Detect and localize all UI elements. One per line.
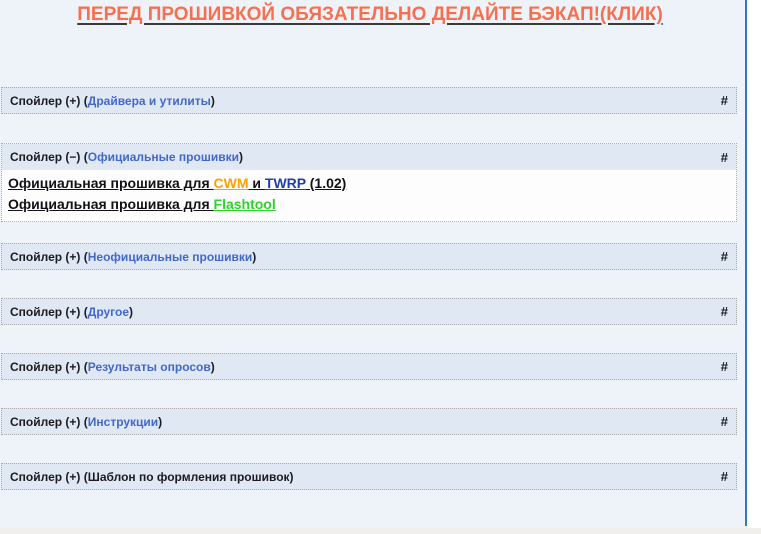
spoiler-link-poll-results[interactable]: Результаты опросов xyxy=(87,359,211,374)
spoiler-suffix: ) xyxy=(129,304,134,319)
spoiler-bar-other[interactable] xyxy=(1,298,737,325)
spoiler-prefix: Спойлер (+) ( xyxy=(10,304,88,319)
spoiler-prefix: Спойлер (+) ( xyxy=(10,414,88,429)
firmware-link-flashtool[interactable] xyxy=(8,194,730,215)
anchor-link[interactable]: # xyxy=(720,469,728,484)
spoiler-link-other[interactable]: Другое xyxy=(87,304,130,319)
spoiler-bar-firmware-template[interactable] xyxy=(1,463,737,490)
spoiler-suffix: ) xyxy=(252,249,257,264)
spoiler-bar-drivers[interactable] xyxy=(1,87,737,114)
spoiler-bar-official-firmware[interactable] xyxy=(2,144,736,170)
spoiler-link-instructions[interactable]: Инструкции xyxy=(87,414,159,429)
link-text[interactable]: Официальная прошивка для xyxy=(8,175,214,191)
link-text-twrp[interactable]: TWRP xyxy=(264,175,306,191)
anchor-link[interactable]: # xyxy=(720,93,728,108)
spoiler-suffix: ) xyxy=(210,359,215,374)
spoiler-label xyxy=(10,415,162,429)
spoiler-prefix: Спойлер (+) ( xyxy=(10,249,88,264)
link-text-version[interactable]: (1.02) xyxy=(305,175,347,191)
spoiler-label xyxy=(10,250,256,264)
spoiler-label xyxy=(10,150,243,164)
spoiler-link-unofficial-firmware[interactable]: Неофициальные прошивки xyxy=(87,249,253,264)
spoiler-prefix: Спойлер (−) ( xyxy=(10,150,88,164)
link-text[interactable]: и xyxy=(248,175,265,191)
bottom-strip xyxy=(0,528,761,534)
link-text[interactable]: Официальная прошивка для xyxy=(8,196,214,212)
anchor-link[interactable]: # xyxy=(720,304,728,319)
spoiler-prefix: Спойлер (+) (Шаблон по формления прошивок) xyxy=(10,469,294,484)
anchor-link[interactable]: # xyxy=(720,359,728,374)
vertical-divider xyxy=(745,0,747,526)
spoiler-link-official-firmware[interactable]: Официальные прошивки xyxy=(87,150,239,164)
spoiler-block-official-firmware xyxy=(1,143,737,222)
spoiler-suffix: ) xyxy=(210,93,215,108)
firmware-link-cwm-twrp[interactable] xyxy=(8,173,730,194)
link-text-cwm[interactable]: CWM xyxy=(213,175,249,191)
spoiler-bar-poll-results[interactable] xyxy=(1,353,737,380)
spoiler-bar-unofficial-firmware[interactable] xyxy=(1,243,737,270)
spoiler-label xyxy=(10,470,294,484)
spoiler-prefix: Спойлер (+) ( xyxy=(10,359,88,374)
spoiler-suffix: ) xyxy=(238,150,243,164)
spoiler-suffix: ) xyxy=(158,414,163,429)
spoiler-label xyxy=(10,305,133,319)
spoiler-link-drivers[interactable]: Драйвера и утилиты xyxy=(87,93,211,108)
spoiler-label xyxy=(10,94,215,108)
anchor-link[interactable]: # xyxy=(720,149,728,165)
right-margin xyxy=(747,0,761,528)
spoiler-prefix: Спойлер (+) ( xyxy=(10,93,88,108)
link-text-flashtool[interactable]: Flashtool xyxy=(213,196,276,212)
spoiler-label xyxy=(10,360,215,374)
backup-warning-banner xyxy=(0,4,740,26)
anchor-link[interactable]: # xyxy=(720,414,728,429)
backup-warning-link[interactable]: ПЕРЕД ПРОШИВКОЙ ОБЯЗАТЕЛЬНО ДЕЛАЙТЕ БЭКАП!(КЛИК) xyxy=(77,4,663,25)
spoiler-content xyxy=(2,170,736,221)
anchor-link[interactable]: # xyxy=(720,249,728,264)
spoiler-bar-instructions[interactable] xyxy=(1,408,737,435)
